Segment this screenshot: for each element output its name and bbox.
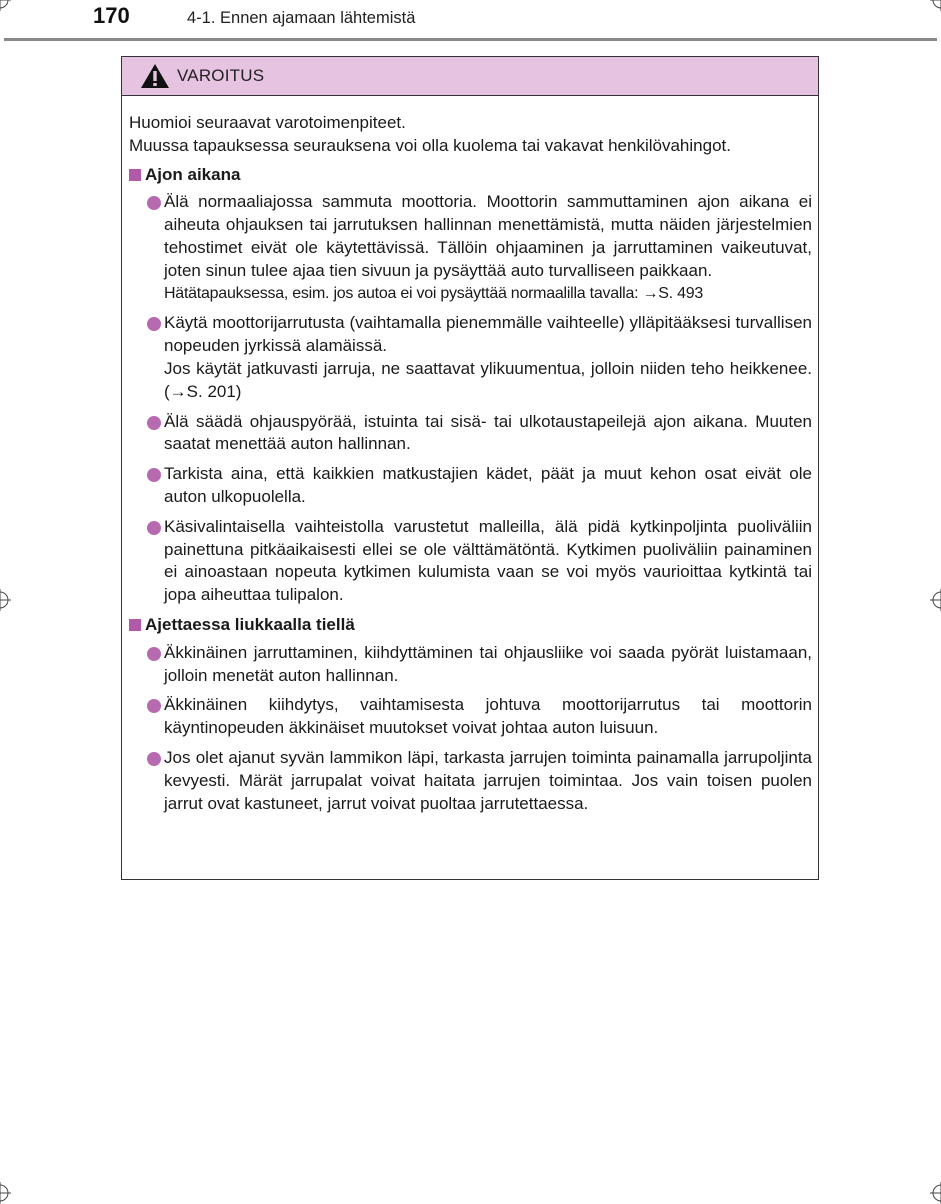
item-note: Jos käytät jatkuvasti jarruja, ne saattavat ylikuumentua, jolloin niiden teho heikkenee. (→S. 201) bbox=[164, 358, 812, 401]
page-header bbox=[0, 0, 941, 42]
crop-mark-icon bbox=[0, 1182, 11, 1204]
list-item bbox=[129, 694, 812, 740]
section-title: 4-1. Ennen ajamaan lähtemistä bbox=[187, 9, 416, 27]
bullet-list bbox=[129, 642, 812, 816]
header-rule bbox=[4, 38, 937, 41]
section-square-icon bbox=[129, 169, 141, 181]
warning-triangle-icon bbox=[140, 63, 170, 89]
bullet-dot-icon bbox=[147, 468, 161, 482]
item-text: Jos olet ajanut syvän lammikon läpi, tarkasta jarrujen toiminta painamalla jarrupoljinta kevyesti. Märät jarrupalat voivat haitata jarrujen toimintaa. Jos vain toisen puolen jarrut ovat kastuneet, jarrut voivat puoltaa jarrutettaessa. bbox=[164, 747, 812, 813]
bullet-dot-icon bbox=[147, 699, 161, 713]
warning-box bbox=[121, 56, 819, 880]
warning-header bbox=[122, 57, 818, 96]
bullet-list bbox=[129, 191, 812, 607]
page-number: 170 bbox=[93, 3, 130, 28]
list-item bbox=[129, 411, 812, 457]
section-heading-label: Ajettaessa liukkaalla tiellä bbox=[145, 614, 355, 634]
list-item bbox=[129, 463, 812, 509]
bullet-dot-icon bbox=[147, 196, 161, 210]
crop-mark-icon bbox=[930, 1182, 941, 1204]
item-text: Älä normaaliajossa sammuta moottoria. Moottorin sammuttaminen ajon aikana ei aiheuta ohjauksen tai jarrutuksen hallinnan menettämistä, mutta näiden järjestelmien tehostimet eivät ole käytettävissä. Tällöin ohjaaminen ja jarruttaminen vaikeutuvat, joten sinun tulee ajaa tien sivuun ja pysäyttää auto turvalliseen paikkaan. bbox=[164, 192, 812, 280]
section-heading bbox=[129, 164, 812, 187]
item-text: Äkkinäinen kiihdytys, vaihtamisesta johtuva moottorijarrutus tai moottorin käyntinopeuden äkkinäiset muutokset voivat johtaa auton luisuun. bbox=[164, 695, 812, 738]
list-item bbox=[129, 516, 812, 607]
section-square-icon bbox=[129, 619, 141, 631]
list-item bbox=[129, 642, 812, 688]
section-heading-label: Ajon aikana bbox=[145, 164, 241, 184]
list-item bbox=[129, 312, 812, 403]
item-text: Älä säädä ohjauspyörää, istuinta tai sisä- tai ulkotaustapeilejä ajon aikana. Muuten saatat menettää auton hallinnan. bbox=[164, 411, 812, 454]
item-note: Hätätapauksessa, esim. jos autoa ei voi pysäyttää normaalilla tavalla: →S. 493 bbox=[164, 284, 704, 302]
intro-line: Huomioi seuraavat varotoimenpiteet. bbox=[129, 113, 406, 132]
item-text: Käsivalintaisella vaihteistolla varustetut malleilla, älä pidä kytkinpoljinta puoliväliin painettuna pitkäaikaisesti ellei se ole välttämätöntä. Kytkimen puoliväliin painaminen ei ainoastaan nopeuta kytkimen kulumista vaan se voi myös vaurioittaa kytkintä tai jopa aiheuttaa tulipalon. bbox=[164, 516, 812, 605]
section-heading bbox=[129, 614, 812, 637]
item-text: Tarkista aina, että kaikkien matkustajien kädet, päät ja muut kehon osat eivät ole auton ulkopuolella. bbox=[164, 464, 812, 506]
bullet-dot-icon bbox=[147, 752, 161, 766]
warning-title: VAROITUS bbox=[177, 66, 265, 85]
crop-mark-icon bbox=[930, 589, 941, 611]
crop-mark-icon bbox=[0, 589, 11, 611]
item-text: Äkkinäinen jarruttaminen, kiihdyttäminen tai ohjausliike voi saada pyörät luistamaan, jolloin menetät auton hallinnan. bbox=[164, 642, 812, 685]
warning-body bbox=[122, 96, 818, 815]
intro-line: Muussa tapauksessa seurauksena voi olla kuolema tai vakavat henkilövahingot. bbox=[129, 135, 731, 155]
list-item bbox=[129, 191, 812, 305]
bullet-dot-icon bbox=[147, 416, 161, 430]
list-item bbox=[129, 747, 812, 815]
bullet-dot-icon bbox=[147, 317, 161, 331]
item-text: Käytä moottorijarrutusta (vaihtamalla pienemmälle vaihteelle) ylläpitääksesi turvallisen nopeuden jyrkissä alamäissä. bbox=[164, 313, 812, 356]
bullet-dot-icon bbox=[147, 521, 161, 535]
bullet-dot-icon bbox=[147, 647, 161, 661]
